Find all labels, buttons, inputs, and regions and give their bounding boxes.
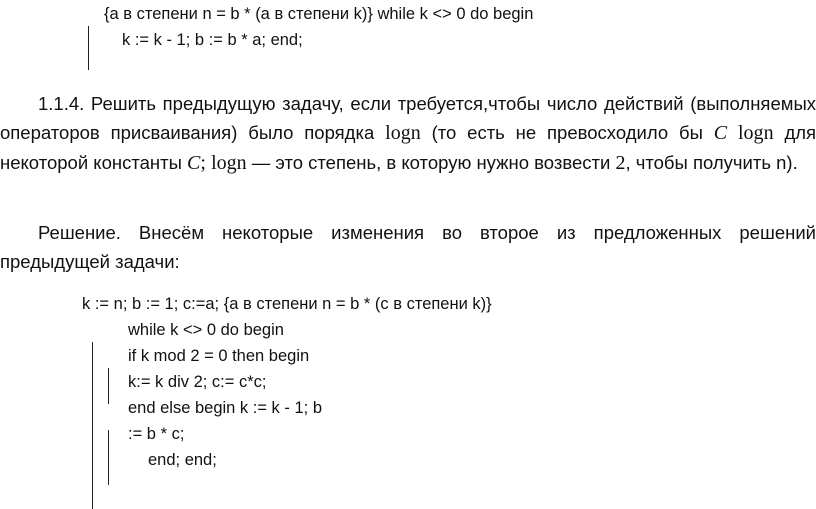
code-top-line-2: k := k - 1; b := b * a; end; — [122, 31, 303, 49]
code-block-rule-then — [108, 368, 109, 404]
math-constant-c-1: C — [713, 122, 728, 144]
math-semicolon: ; — [200, 152, 206, 174]
exercise-number: 1.1.4. — [38, 93, 85, 114]
code-block-rule — [88, 26, 89, 70]
math-two: 2 — [615, 152, 626, 174]
math-log-2: log — [738, 122, 764, 144]
code-bottom-line-5: end else begin k := k - 1; b — [128, 399, 322, 417]
exercise-text-part-d: — это степень, в которую нужно возвести — [251, 152, 611, 173]
code-bottom-line-1: k := n; b := 1; c:=a; {a в степени n = b * (c в степени k)} — [82, 295, 492, 313]
code-block-rule-else — [108, 430, 109, 485]
solution-text: Решение. Внесём некоторые изменения во второе из предложенных решений предыдущей задачи: — [0, 222, 816, 272]
math-log-3: log — [211, 152, 237, 174]
code-bottom-line-7: end; end; — [148, 451, 217, 469]
math-n-2: n — [763, 122, 774, 144]
math-log-1: log — [385, 122, 411, 144]
exercise-paragraph — [0, 89, 816, 178]
exercise-text-part-e: , чтобы получить n). — [625, 152, 798, 173]
exercise-text-part-b: (то есть не превосходило бы — [431, 122, 703, 143]
code-bottom-line-2: while k <> 0 do begin — [128, 321, 284, 339]
math-constant-c-2: C — [187, 152, 201, 174]
math-n-3: n — [236, 152, 247, 174]
exercise-text-part-a: Решить предыдущую задачу, если требуется,чтобы число действий (выполняемых операторов присваивания) было порядка — [0, 93, 816, 143]
exercise-text-part-c: для некоторой константы — [0, 122, 816, 173]
math-n-1: n — [410, 122, 421, 144]
code-top-line-1: {a в степени n = b * (a в степени k)} while k <> 0 do begin — [104, 5, 534, 23]
code-bottom-line-3: if k mod 2 = 0 then begin — [128, 347, 310, 365]
code-block-rule-outer — [92, 342, 93, 509]
code-bottom-line-4: k:= k div 2; c:= c*c; — [128, 373, 267, 391]
code-bottom-line-6: := b * c; — [128, 425, 185, 443]
solution-paragraph — [0, 218, 816, 276]
